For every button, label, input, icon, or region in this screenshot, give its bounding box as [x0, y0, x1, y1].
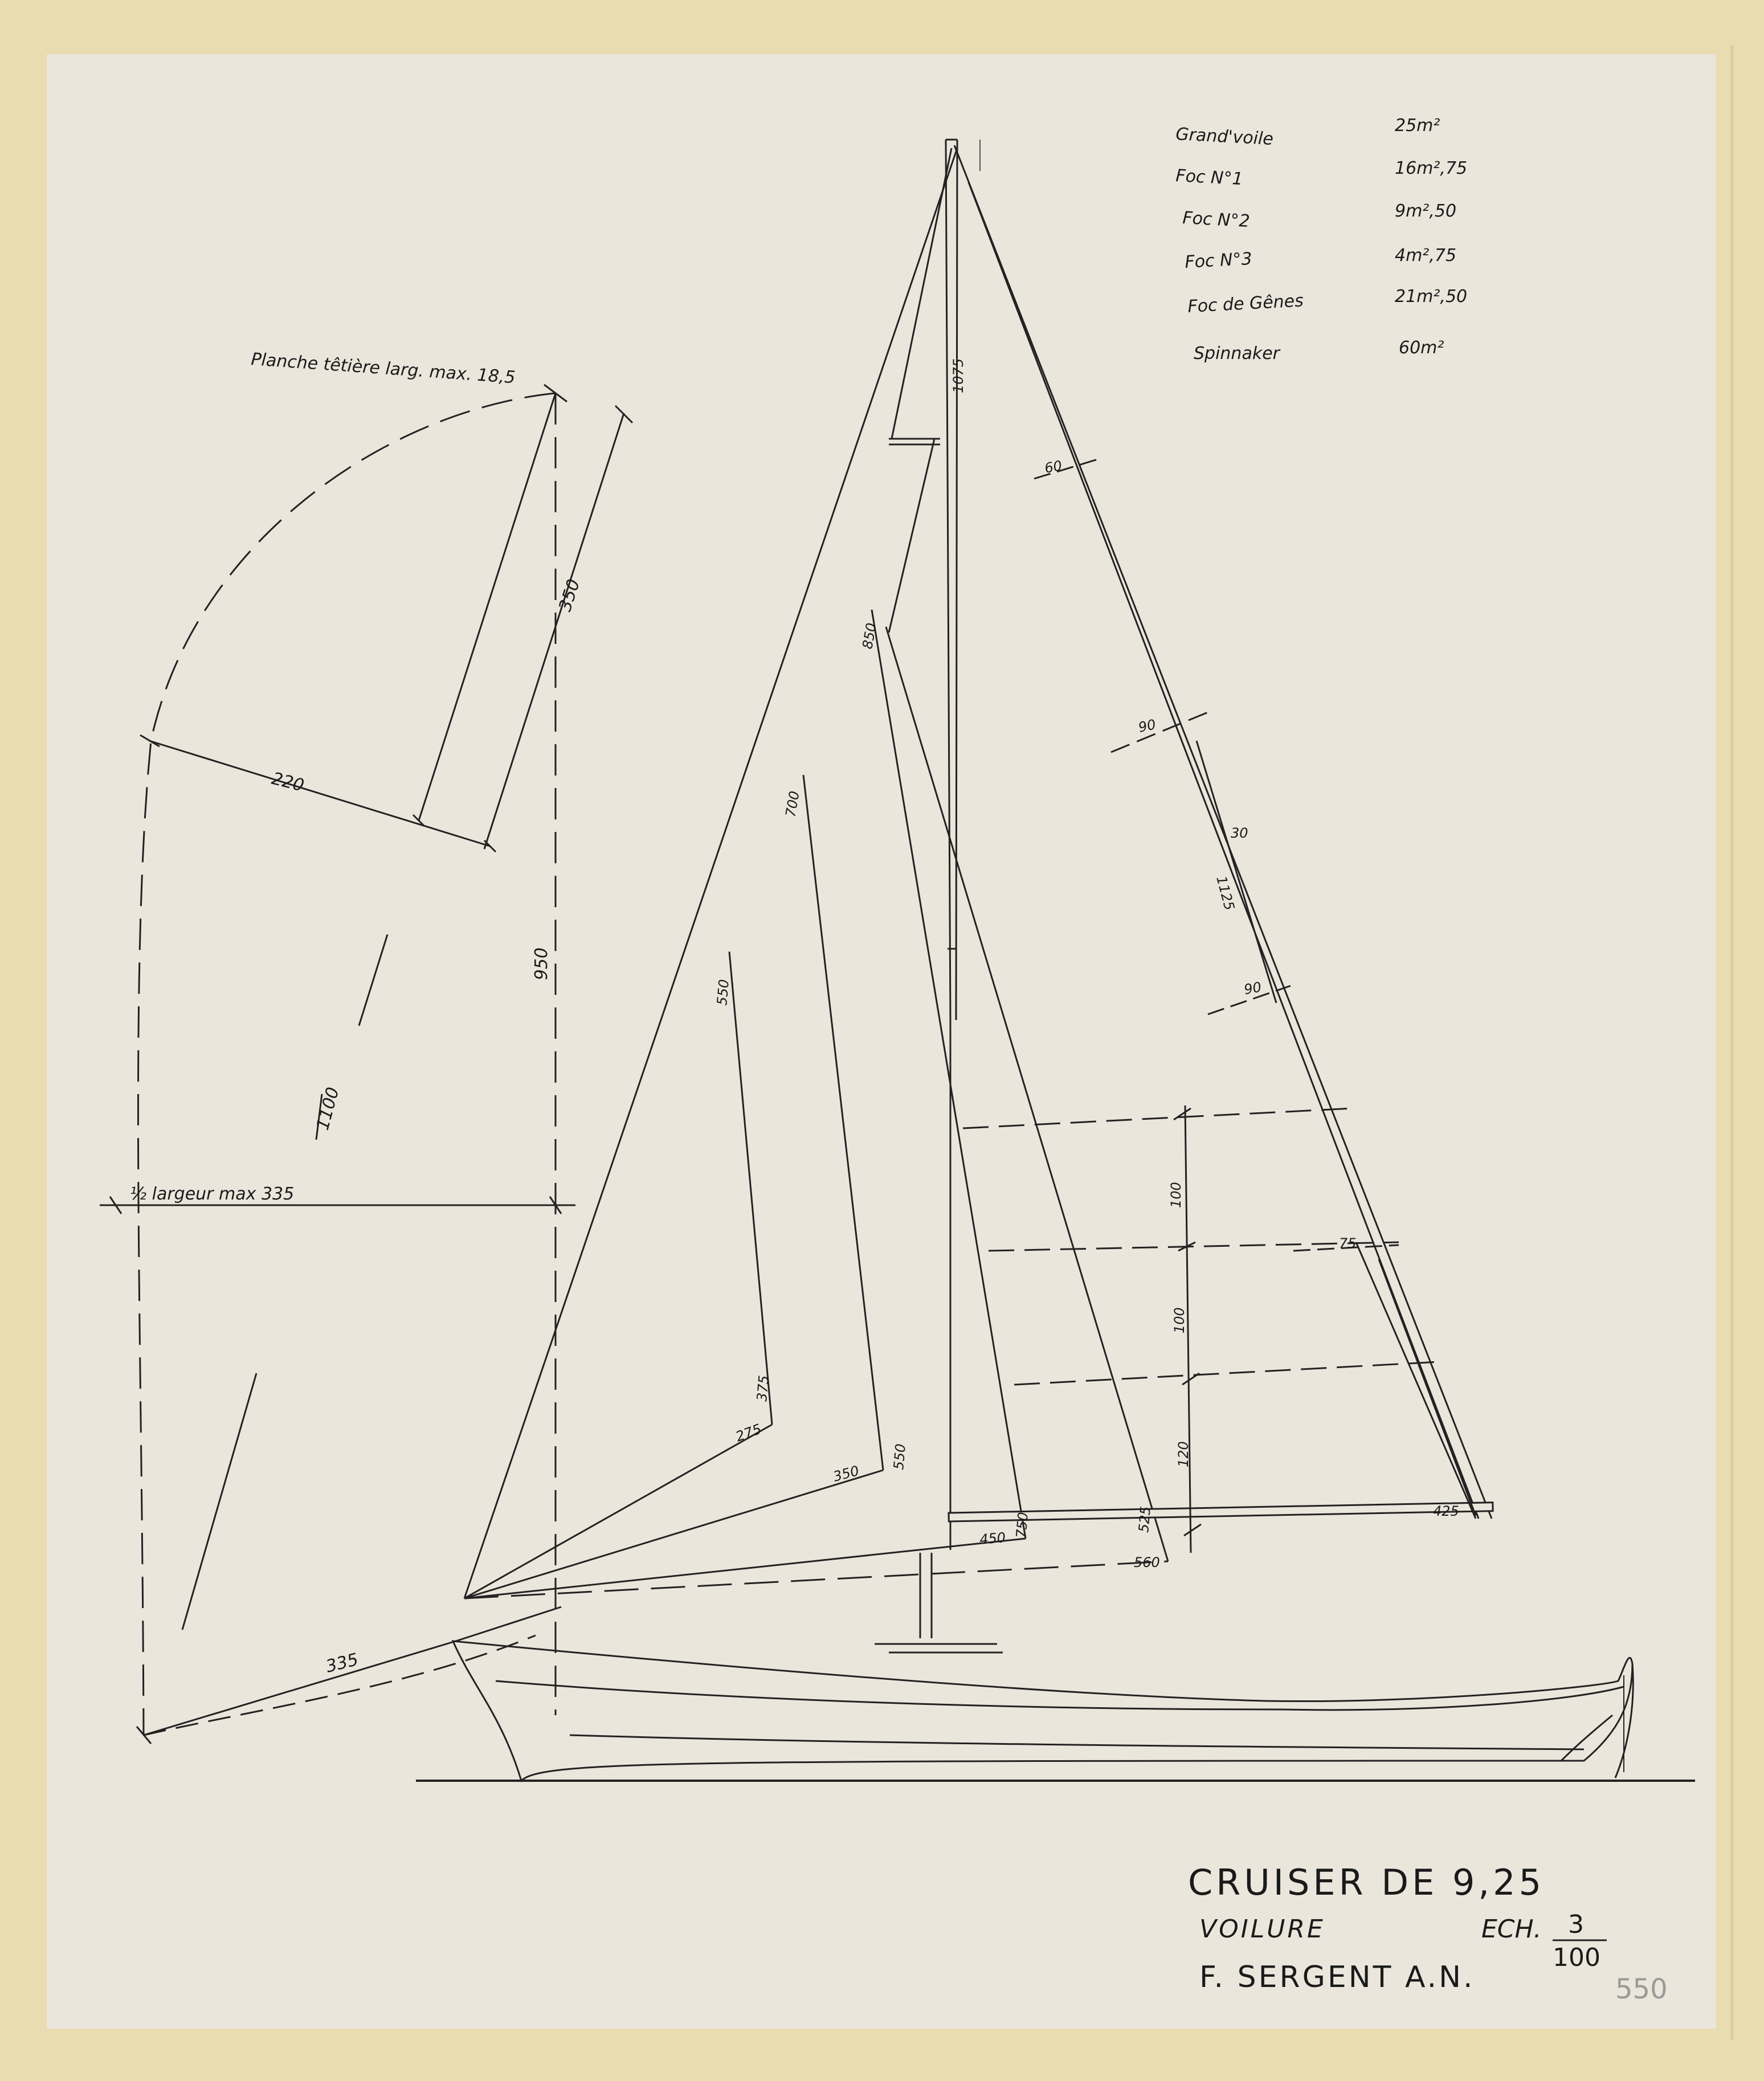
sail-area: 60m²: [1399, 338, 1444, 358]
half-width-label: ½ largeur max 335: [130, 1184, 295, 1204]
dim-75: 75: [1339, 1235, 1357, 1251]
dim-100: 100: [1168, 1182, 1184, 1208]
dim-550: 550: [891, 1443, 909, 1471]
dim-30: 30: [1231, 825, 1248, 841]
sail-area: 9m²,50: [1395, 201, 1457, 221]
sail-area: 25m²: [1395, 116, 1440, 136]
sail-area: 21m²,50: [1395, 287, 1468, 307]
sail-name: Foc N°1: [1175, 166, 1244, 190]
dim-100: 100: [1171, 1307, 1187, 1333]
dim-375: 375: [754, 1374, 772, 1402]
dim-700: 700: [782, 790, 803, 819]
sail-name: Spinnaker: [1194, 344, 1280, 364]
dim-750: 750: [1013, 1511, 1031, 1539]
dim-335: 335: [324, 1649, 361, 1677]
dim-350: 350: [831, 1462, 861, 1485]
paper-sheet: [47, 54, 1716, 2029]
dim-90: 90: [1243, 979, 1263, 998]
scale-denominator: 100: [1553, 1943, 1600, 1972]
dim-350: 350: [555, 577, 585, 614]
drawing-subtitle: VOILURE: [1199, 1915, 1325, 1944]
drawing-title: CRUISER DE 9,25: [1188, 1862, 1545, 1903]
scale-numerator: 3: [1568, 1910, 1584, 1939]
sail-name: Foc N°3: [1184, 248, 1253, 272]
dim-120: 120: [1175, 1441, 1191, 1467]
dim-mast: 1075: [950, 358, 966, 393]
dim-450: 450: [979, 1529, 1007, 1548]
dim-425: 425: [1433, 1503, 1459, 1519]
sail-area: 4m²,75: [1395, 246, 1457, 266]
dim-560: 560: [1134, 1554, 1160, 1570]
sail-name: Foc N°2: [1182, 208, 1251, 232]
dim-1125: 1125: [1213, 874, 1238, 912]
scale-label: ECH.: [1481, 1915, 1542, 1944]
dim-525: 525: [1136, 1505, 1154, 1533]
stamp-number: 550: [1615, 1973, 1668, 2005]
dim-220: 220: [270, 768, 307, 796]
sail-name: Foc de Gênes: [1187, 291, 1304, 317]
dim-950: 950: [532, 947, 552, 980]
sail-area: 16m²,75: [1395, 158, 1468, 178]
sail-name: Grand'voile: [1175, 124, 1274, 149]
head-board-label: Planche têtière larg. max. 18,5: [250, 349, 516, 388]
dim-550: 550: [714, 978, 732, 1006]
dim-60: 60: [1043, 458, 1064, 476]
dim-275: 275: [733, 1421, 764, 1445]
author: F. SERGENT A.N.: [1199, 1960, 1475, 1994]
dim-1100: 1100: [312, 1085, 344, 1133]
dim-90: 90: [1137, 716, 1158, 736]
dim-850: 850: [859, 622, 880, 651]
